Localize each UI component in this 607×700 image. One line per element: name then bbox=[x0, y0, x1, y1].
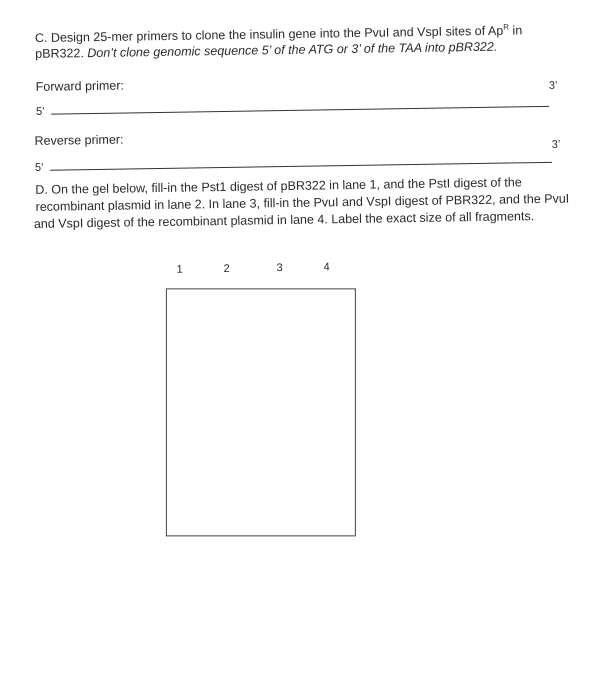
amp-resistance-superscript: R bbox=[503, 22, 510, 32]
reverse-three-prime: 3’ bbox=[551, 138, 561, 151]
part-c-line-2-normal: pBR322. bbox=[35, 46, 88, 61]
forward-three-prime: 3’ bbox=[548, 79, 558, 92]
part-d-line-3: and VspI digest of the recombinant plasmid in lane 4. Label the exact size of all fragments. bbox=[33, 209, 535, 231]
part-d-line-1: D. On the gel below, fill-in the Pst1 digest of pBR322 in lane 1, and the PstI digest of the bbox=[35, 175, 522, 197]
reverse-primer-label: Reverse primer: bbox=[34, 132, 124, 148]
lane-label-1: 1 bbox=[176, 263, 183, 276]
part-c-line-1-text: C. Design 25-mer primers to clone the insulin gene into the PvuI and VspI sites of Ap bbox=[34, 23, 504, 46]
forward-primer-label: Forward primer: bbox=[35, 78, 125, 94]
lane-label-2: 2 bbox=[223, 262, 230, 275]
forward-five-prime: 5’ bbox=[36, 105, 45, 118]
gel-lane-labels bbox=[4, 257, 607, 276]
reverse-five-prime: 5’ bbox=[34, 161, 44, 174]
forward-primer-answer-line[interactable] bbox=[51, 106, 549, 115]
reverse-primer-answer-line[interactable] bbox=[50, 162, 552, 171]
part-d-line-2: recombinant plasmid in lane 2. In lane 3, fill-in the PvuI and VspI digest of PBR322, and the PvuI bbox=[35, 191, 570, 214]
part-c-line-2-italic: Don’t clone genomic sequence 5’ of the ATG or 3’ of the TAA into pBR322. bbox=[87, 39, 498, 61]
lane-label-4: 4 bbox=[323, 261, 330, 274]
lane-label-3: 3 bbox=[276, 262, 283, 275]
gel-box[interactable] bbox=[166, 288, 356, 536]
part-c-line-1-end: in bbox=[508, 23, 523, 38]
